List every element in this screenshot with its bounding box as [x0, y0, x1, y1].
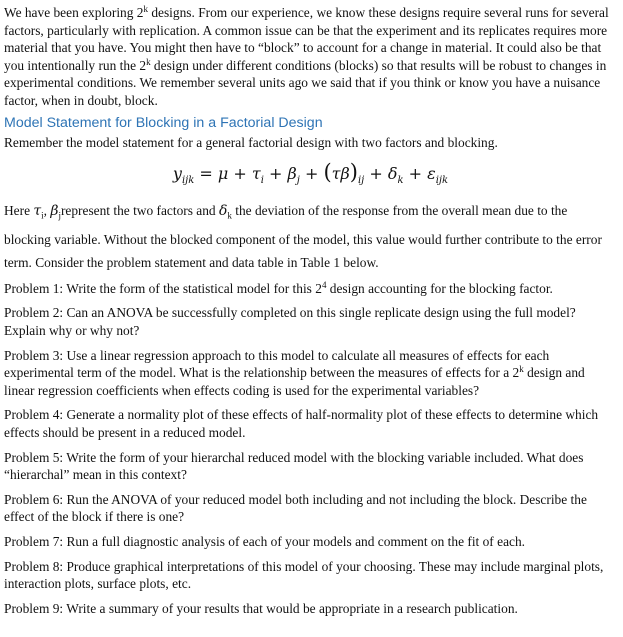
- problem-1-superscript: 4: [321, 279, 327, 290]
- explain-d: the deviation of the response from the overall mean due to the blocking variable. Without the blocked component of the model, this value would further contribute to the error term. Consider the problem statement and data table in Table 1 below.: [4, 203, 602, 270]
- problem-8: [4, 558, 617, 593]
- problem-6: [4, 491, 617, 526]
- explain-c: represent the two factors and: [60, 203, 219, 219]
- eq-epsilon: + ε: [403, 164, 436, 184]
- explain-tau: τ: [33, 203, 42, 220]
- explain-b: ,: [43, 203, 51, 219]
- intro-text-1: We have been exploring 2: [4, 5, 144, 20]
- problem-3-text-end: design and linear regression coefficients when effects coding is used for the experimental variables?: [4, 365, 585, 398]
- eq-taubeta: τβ: [331, 164, 350, 184]
- problem-5: [4, 449, 617, 484]
- intro-superscript-2: k: [146, 56, 151, 67]
- eq-y-sub: ijk: [181, 175, 195, 187]
- explain-tau-sub: i: [41, 210, 44, 221]
- eq-plus: +: [299, 164, 324, 184]
- problem-6-text: Problem 6: Run the ANOVA of your reduced model both including and not including the block. Describe the effect of the block if there is one?: [4, 491, 587, 525]
- eq-tau-sub: i: [260, 175, 264, 187]
- explain-beta: β: [50, 203, 59, 220]
- section-heading: Model Statement for Blocking in a Factorial Design: [4, 114, 323, 131]
- problem-2: [4, 304, 617, 339]
- problem-9: [4, 600, 617, 618]
- explain-beta-sub: j: [58, 210, 61, 221]
- problem-1-text: Problem 1: Write the form of the statistical model for this 2: [4, 280, 322, 296]
- problem-9-text: Problem 9: Write a summary of your results that would be appropriate in a research publication.: [4, 600, 518, 616]
- model-equation: [4, 159, 617, 199]
- eq-close-paren: ): [349, 160, 358, 185]
- problem-1: [4, 280, 617, 298]
- eq-delta: + δ: [364, 164, 398, 184]
- eq-epsilon-sub: ijk: [435, 175, 449, 187]
- explain-delta: δ: [218, 203, 228, 220]
- remember-text: Remember the model statement for a general factorial design with two factors and blocking.: [4, 134, 498, 150]
- intro-superscript-1: k: [143, 4, 148, 14]
- eq-mu-tau: = μ + τ: [194, 164, 261, 184]
- intro-paragraph: [4, 4, 617, 110]
- problem-4: [4, 406, 617, 441]
- eq-open-paren: (: [323, 160, 332, 185]
- problem-3-superscript: k: [519, 364, 524, 375]
- explain-delta-sub: k: [227, 210, 232, 221]
- problem-5-text: Problem 5: Write the form of your hierarchal reduced model with the blocking variable included. What does “hierarchal” mean in this context?: [4, 449, 584, 483]
- problem-3: [4, 347, 617, 400]
- problem-7-text: Problem 7: Run a full diagnostic analysis of each of your models and comment on the fit of each.: [4, 533, 525, 549]
- eq-beta: + β: [263, 164, 297, 184]
- eq-beta-sub: j: [296, 175, 300, 187]
- problem-8-text: Problem 8: Produce graphical interpretations of this model of your choosing. These may include marginal plots, interaction plots, surface plots, etc.: [4, 558, 604, 592]
- explanation-paragraph: [4, 199, 617, 274]
- intro-text-3: design under different conditions (blocks) so that results will be robust to changes in experimental conditions. We remember several units ago we said that if you think or know you have a nuisance factor, when in doubt, block.: [4, 57, 607, 108]
- eq-delta-sub: k: [397, 175, 404, 187]
- problem-4-text: Problem 4: Generate a normality plot of these effects of half-normality plot of these effects to determine which effects should be present in a reduced model.: [4, 407, 599, 440]
- problem-7: [4, 533, 617, 551]
- problem-1-text-end: design accounting for the blocking factor.: [326, 280, 553, 296]
- explain-a: Here: [4, 203, 34, 219]
- intro-text-2: designs. From our experience, we know these designs require several runs for several factors, particularly with replication. A common issue can be that the experiment and its replicates requires more material that you have. You might then have to “block” to account for a change in material. It could also be that you intentionally run the 2: [4, 5, 609, 73]
- problem-2-text: Problem 2: Can an ANOVA be successfully completed on this single replicate design using the full model? Explain why or why not?: [4, 305, 576, 339]
- eq-y: y: [172, 164, 182, 184]
- problem-3-text: Problem 3: Use a linear regression approach to this model to calculate all measures of effects for each experimental term of the model. What is the relationship between the measures of effects for a 2: [4, 347, 550, 381]
- eq-taubeta-sub: ij: [357, 175, 365, 187]
